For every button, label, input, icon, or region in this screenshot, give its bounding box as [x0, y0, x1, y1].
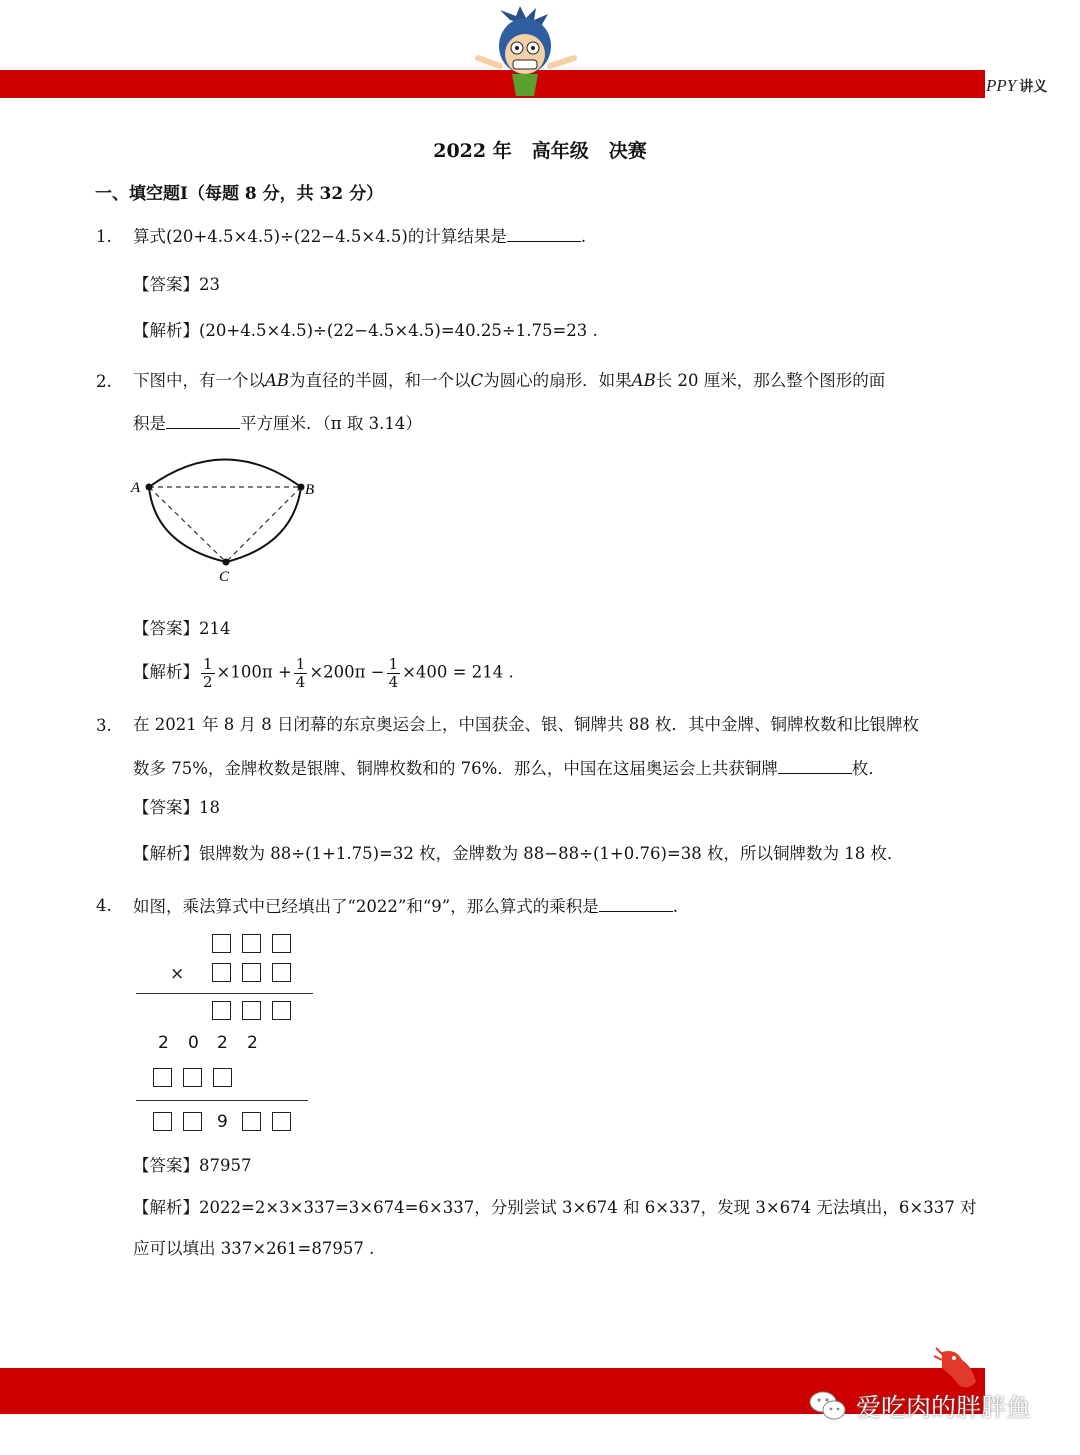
times-sign: ×	[170, 964, 185, 984]
digit-box	[242, 1112, 261, 1131]
title-year: 2022 年	[433, 140, 512, 162]
digit-box	[242, 934, 261, 953]
q2-analysis: 【解析】 $\frac{1}{2}$ ×100π + $\frac{1}{4}$ ×200π − $\frac{1}{4}$ ×400 = 214 .	[133, 655, 514, 691]
q2-number: 2.	[96, 372, 112, 391]
digit-box	[242, 1001, 261, 1020]
q3-answer: 【答案】18	[133, 798, 220, 817]
label-c: C	[219, 569, 230, 585]
rule-line	[136, 1100, 308, 1101]
q4-answer: 【答案】87957	[133, 1156, 252, 1175]
given-digit: 2	[247, 1033, 258, 1053]
q1-text: 算式(20+4.5×4.5)÷(22−4.5×4.5)的计算结果是 .	[133, 227, 587, 246]
section-heading: 一、填空题Ⅰ（每题 8 分，共 32 分）	[95, 184, 384, 204]
q3-number: 3.	[96, 716, 112, 735]
q3-text-line2: 数多 75%，金牌枚数是银牌、铜牌枚数和的 76%．那么，中国在这届奥运会上共获铜牌 枚．	[133, 759, 885, 778]
semicircle-sector-figure	[125, 450, 325, 592]
q2-answer: 【答案】214	[133, 619, 231, 638]
page-title	[0, 136, 1080, 163]
q1-number: 1.	[96, 227, 112, 246]
q1-answer: 【答案】23	[133, 275, 220, 294]
given-digit: 2	[158, 1033, 169, 1053]
digit-box	[213, 1068, 232, 1087]
digit-box	[183, 1112, 202, 1131]
mascot-logo	[470, 6, 582, 102]
digit-box	[212, 963, 231, 982]
digit-box	[153, 1068, 172, 1087]
q1-analysis: 【解析】(20+4.5×4.5)÷(22−4.5×4.5)=40.25÷1.75=23 .	[133, 321, 598, 340]
answer-blank	[599, 897, 673, 912]
label-b: B	[305, 482, 315, 498]
digit-box	[272, 934, 291, 953]
q2-text-line1: 下图中，有一个以AB为直径的半圆，和一个以C为圆心的扇形．如果AB长 20 厘米，那么整个图形的面	[133, 371, 886, 390]
brand-label: PPY 讲义	[986, 76, 1048, 95]
title-level: 高年级	[531, 140, 589, 162]
digit-box	[153, 1112, 172, 1131]
digit-box	[242, 963, 261, 982]
q4-number: 4.	[96, 896, 112, 915]
q4-text: 如图，乘法算式中已经填出了“2022”和“9”，那么算式的乘积是 .	[133, 897, 678, 916]
q4-analysis-line2: 应可以填出 337×261=87957 .	[133, 1239, 375, 1258]
rule-line	[136, 993, 313, 994]
digit-box	[272, 963, 291, 982]
answer-blank	[507, 227, 581, 242]
digit-box	[183, 1068, 202, 1087]
answer-blank	[166, 414, 240, 429]
digit-box	[272, 1112, 291, 1131]
q3-text-line1: 在 2021 年 8 月 8 日闭幕的东京奥运会上，中国获金、银、铜牌共 88 枚．其中金牌、铜牌枚数和比银牌枚	[133, 715, 919, 734]
q2-text-line2: 积是 平方厘米．（π 取 3.14）	[133, 414, 422, 433]
given-digit: 9	[217, 1112, 228, 1132]
q3-analysis: 【解析】银牌数为 88÷(1+1.75)=32 枚，金牌数为 88−88÷(1+0.76)=38 枚，所以铜牌数为 18 枚．	[133, 844, 904, 863]
digit-box	[212, 934, 231, 953]
answer-blank	[778, 759, 852, 774]
given-digit: 0	[188, 1033, 199, 1053]
digit-box	[272, 1001, 291, 1020]
title-round: 决赛	[608, 140, 647, 162]
q4-analysis-line1: 【解析】2022=2×3×337=3×674=6×337，分别尝试 3×674 和 6×337，发现 3×674 无法填出，6×337 对	[133, 1198, 977, 1217]
given-digit: 2	[217, 1033, 228, 1053]
digit-box	[212, 1001, 231, 1020]
wechat-icon	[808, 1389, 848, 1423]
label-a: A	[131, 480, 141, 496]
wechat-watermark: 爱吃肉的胖胖鱼	[808, 1388, 1031, 1424]
